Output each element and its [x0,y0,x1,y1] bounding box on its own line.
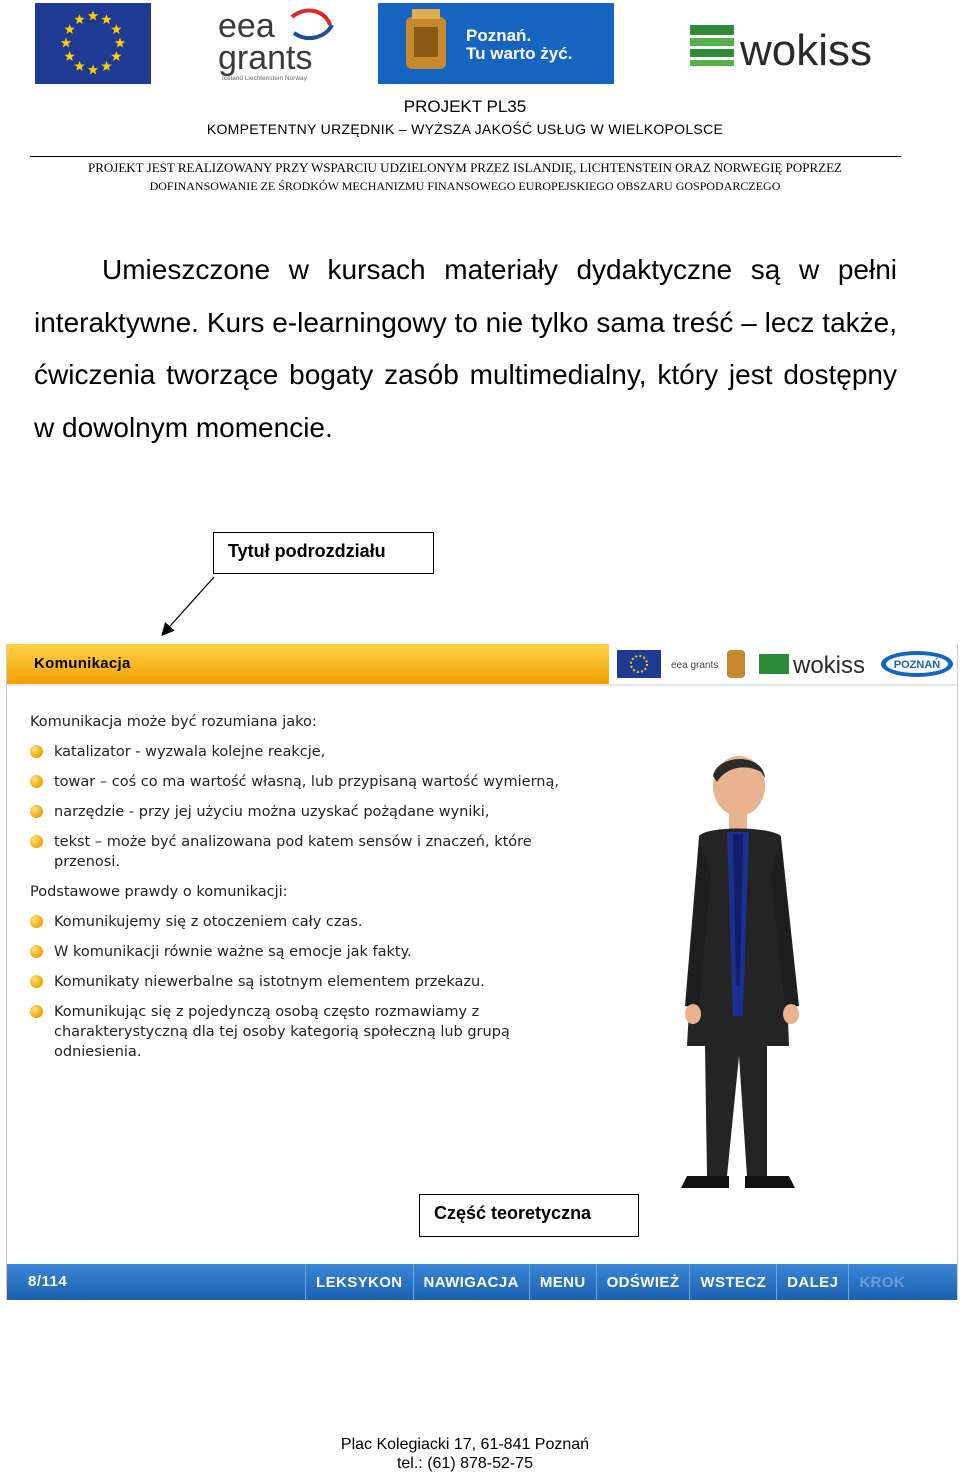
eu-star-icon [115,38,125,48]
eu-star-icon [111,51,121,61]
odswiez-button[interactable]: ODŚWIEŻ [596,1264,690,1300]
course-content [30,712,570,1072]
eu-stars-icon [35,3,151,84]
footer-phone: tel.: (61) 878-52-75 [396,1455,534,1472]
eu-star-icon [61,38,71,48]
course-footer-bar [7,1264,957,1300]
mini-poznan-text: POZNAŃ [893,659,941,671]
bullet-icon [30,745,43,758]
list-item-text: towar – coś co ma wartość własną, lub przypisaną wartość wymierną, [54,774,559,790]
bullet-icon [30,775,43,788]
eu-star-icon [101,61,111,71]
list-item-text: W komunikacji równie ważne są emocje jak fakty. [54,944,412,960]
eu-flag-logo [35,3,151,84]
nawigacja-button[interactable]: NAWIGACJA [413,1264,529,1300]
list-item [30,802,570,822]
mini-crest-icon [727,650,745,678]
content-heading-1: Komunikacja może być rozumiana jako: [30,714,317,730]
course-header [7,644,609,686]
wstecz-button[interactable]: WSTECZ [689,1264,776,1300]
mini-eu-flag-icon [617,650,661,678]
bullet-icon [30,945,43,958]
footer-address: Plac Kolegiacki 17, 61-841 Poznań [340,1436,590,1453]
list-item-text: Komunikaty niewerbalne są istotnym elementem przekazu. [54,974,485,990]
eea-word: eea [218,7,275,45]
wokiss-logo [668,3,886,84]
list-item-text: Komunikując się z pojedynczą osobą często rozmawiamy z charakterystyczną dla tej osoby kategorią społeczną lub grupą odniesienia. [54,1004,510,1060]
list-item-text: tekst – może być analizowana pod katem sensów i znaczeń, które przenosi. [54,834,532,870]
grants-word: grants [218,39,313,77]
mini-wokiss-mark-icon [759,654,789,674]
list-item [30,742,570,762]
project-title: PROJEKT PL35 [403,97,527,116]
project-subtitle: KOMPETENTNY URZĘDNIK – WYŻSZA JAKOŚĆ USŁUG W WIELKOPOLSCE [206,121,724,137]
list-item [30,1002,570,1062]
course-title: Komunikacja [34,655,131,672]
funding-line-1: PROJEKT JEST REALIZOWANY PRZY WSPARCIU UDZIELONYM PRZEZ ISLANDIĘ, LICHTENSTEIN ORAZ NORWEGIĘ POPRZEZ [88,160,842,175]
eu-star-icon [88,11,98,21]
mini-eea-text: eea grants [671,660,719,671]
list-item-text: narzędzie - przy jej użyciu można uzyskać pożądane wyniki, [54,804,490,820]
callout-subsection-title: Tytuł podrozdziału [213,532,434,574]
list-item-text: katalizator - wyzwala kolejne reakcje, [54,744,326,760]
intro-paragraph: Umieszczone w kursach materiały dydaktyczne są w pełni interaktywne. Kurs e-learningowy to nie tylko sama treść – lecz także, ćwiczenia tworzące bogaty zasób multimedialny, który jest dostępny w dowolnym momencie. [34,254,897,443]
bullet-icon [30,835,43,848]
eu-star-icon [111,24,121,34]
wokiss-text: wokiss [740,26,873,75]
poznan-line1: Poznań. [466,26,532,45]
eea-grants-logo [214,3,336,84]
eu-star-icon [64,24,74,34]
leksykon-button[interactable]: LEKSYKON [305,1264,413,1300]
header-divider [30,156,901,157]
eea-grants-mark-icon [214,3,336,84]
wokiss-mark-icon [668,3,886,84]
list-item [30,912,570,932]
businessman-illustration [677,756,837,1196]
mini-wokiss-text: wokiss [793,652,866,679]
bullet-icon [30,805,43,818]
course-logo-strip [609,644,957,686]
dalej-button[interactable]: DALEJ [776,1264,848,1300]
poznan-crest-icon [378,3,614,84]
list-item [30,972,570,992]
eu-star-icon [101,14,111,24]
bullet-icon [30,1005,43,1018]
krok-button[interactable]: KROK [848,1264,915,1300]
funding-line-2: DOFINANSOWANIE ZE ŚRODKÓW MECHANIZMU FINANSOWEGO EUROPEJSKIEGO OBSZARU GOSPODARCZEGO [149,179,781,193]
bullet-icon [30,915,43,928]
arrow-subsection [163,577,214,634]
menu-button[interactable]: MENU [529,1264,596,1300]
poznan-line2: Tu warto żyć. [466,44,573,63]
list-item-text: Komunikujemy się z otoczeniem cały czas. [54,914,363,930]
list-item [30,772,570,792]
callout-theory-part: Część teoretyczna [419,1194,639,1237]
eu-star-icon [88,65,98,75]
eu-star-icon [64,51,74,61]
poznan-logo [378,3,614,84]
eu-star-icon [74,14,84,24]
content-list-2 [30,912,570,1062]
list-item [30,832,570,872]
eea-sub-text: Iceland Liechtenstein Norway [222,75,307,82]
list-item [30,942,570,962]
bullet-icon [30,975,43,988]
page-counter: 8/114 [28,1273,68,1290]
content-list-1 [30,742,570,872]
course-nav [305,1264,915,1300]
content-heading-2: Podstawowe prawdy o komunikacji: [30,884,288,900]
eu-star-icon [74,61,84,71]
